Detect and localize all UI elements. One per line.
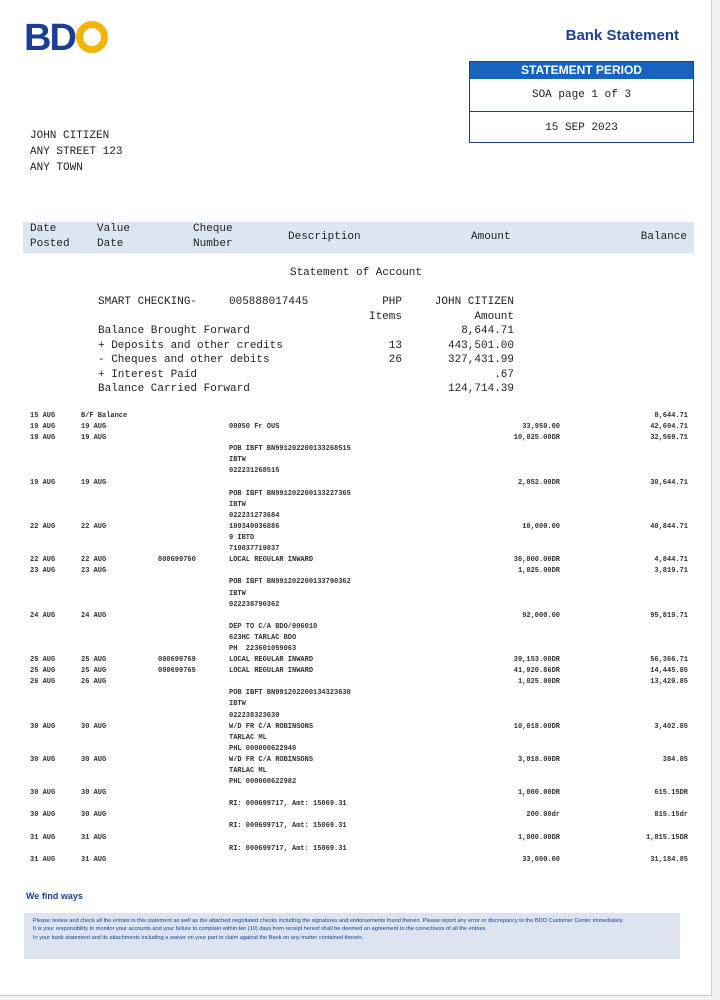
transaction-row (0, 755, 712, 788)
transaction-detail-line (0, 533, 712, 544)
transaction-main-line (0, 677, 712, 688)
posted-date: 15 AUG (30, 412, 56, 420)
running-balance: 95,819.71 (650, 611, 688, 620)
col-date-posted (30, 222, 70, 252)
transaction-row (0, 433, 712, 477)
transaction-amount: 10,018.00DR (513, 722, 560, 731)
transactions-list (0, 411, 712, 866)
transaction-detail-line (0, 821, 712, 832)
transaction-main-line (0, 422, 712, 433)
posted-date: 30 AUG (30, 789, 56, 798)
running-balance: 30,644.71 (650, 478, 688, 487)
transaction-detail-line (0, 644, 712, 655)
product-name: SMART CHECKING- (98, 296, 198, 308)
summary-amount: .67 (494, 368, 514, 381)
transaction-description: TARLAC ML (229, 733, 267, 742)
header-text: Date (30, 223, 57, 235)
transaction-amount: 1,000.00DR (517, 789, 560, 798)
transaction-detail-line (0, 777, 712, 788)
transaction-main-line (0, 666, 712, 677)
value-date: 25 AUG (81, 667, 107, 676)
transaction-detail-line (0, 699, 712, 710)
currency: PHP (382, 296, 402, 308)
running-balance: 815.15dr (654, 811, 688, 820)
posted-date: 22 AUG (30, 556, 56, 565)
col-description: Description (288, 231, 361, 243)
running-balance: 40,844.71 (650, 522, 688, 531)
summary-amounts (435, 295, 514, 397)
transaction-amount: 2,052.00DR (517, 478, 560, 487)
value-date: 26 AUG (81, 678, 107, 687)
value-date: 31 AUG (81, 855, 107, 864)
transaction-main-line (0, 655, 712, 666)
value-date: 19 AUG (81, 478, 107, 487)
value-date: 30 AUG (81, 811, 107, 820)
transaction-row (0, 555, 712, 566)
summary-label: + Deposits and other credits (98, 339, 283, 352)
transaction-description: 022238323630 (229, 711, 280, 720)
header-text: Value (97, 223, 131, 235)
summary-amount: 124,714.39 (447, 383, 514, 395)
posted-date: 24 AUG (30, 611, 56, 620)
running-balance: 13,420.85 (650, 678, 688, 687)
transaction-detail-line (0, 844, 712, 855)
transaction-row (0, 422, 712, 433)
transaction-detail-line (0, 622, 712, 633)
document-title: Bank Statement (565, 27, 679, 44)
summary-label: + Interest Paid (98, 368, 198, 381)
summary-labels (98, 295, 283, 397)
running-balance: 42,694.71 (650, 423, 688, 432)
transaction-description: 00050 Fr OUS (229, 423, 280, 432)
transaction-detail-line (0, 799, 712, 810)
transaction-amount: 92,000.00 (522, 611, 560, 620)
transaction-description: DEP TO C/A BDO/006010 (229, 622, 318, 631)
posted-date: 30 AUG (30, 755, 56, 764)
transaction-amount: 36,000.00DR (513, 556, 560, 565)
running-balance: 3,402.85 (654, 722, 688, 731)
value-date: 19 AUG (81, 423, 107, 432)
summary-items (369, 295, 402, 368)
value-date: 19 AUG (81, 434, 107, 443)
transactions-header (23, 222, 694, 253)
transaction-main-line (0, 810, 712, 821)
customer-address (30, 128, 122, 176)
posted-date: 19 AUG (30, 434, 56, 443)
transaction-description: LOCAL REGULAR INWARD (229, 556, 314, 565)
transaction-main-line (0, 478, 712, 489)
transaction-description: TARLAC ML (229, 767, 267, 775)
value-date: 30 AUG (81, 789, 107, 798)
transaction-description: PH 223601059063 (229, 644, 297, 653)
transaction-description: 719837719837 (229, 545, 280, 554)
transaction-row (0, 611, 712, 655)
transaction-row (0, 478, 712, 522)
amount-label: Amount (474, 310, 514, 323)
posted-date: 31 AUG (30, 833, 56, 842)
value-date: 22 AUG (81, 556, 107, 565)
transaction-row (0, 411, 712, 422)
transaction-description: PHL 000000622940 (229, 744, 297, 753)
bdo-logo: BD (24, 18, 108, 58)
posted-date: 25 AUG (30, 656, 56, 665)
transaction-amount: 39,153.00DR (513, 656, 560, 665)
transaction-amount: 200.00dr (526, 811, 560, 820)
col-cheque-number (193, 222, 233, 252)
running-balance: 615.15DR (654, 789, 688, 798)
cheque-number: 000699760 (158, 556, 196, 565)
items-label: Items (368, 310, 402, 323)
address-line: ANY TOWN (30, 162, 83, 174)
transaction-detail-line (0, 744, 712, 755)
header-text: Number (193, 238, 233, 250)
running-balance: 8,644.71 (654, 412, 688, 420)
account-holder: JOHN CITIZEN (434, 296, 514, 308)
transaction-main-line (0, 411, 712, 422)
transaction-detail-line (0, 711, 712, 722)
transaction-row (0, 677, 712, 721)
running-balance: 384.85 (662, 755, 688, 764)
transaction-detail-line (0, 511, 712, 522)
transaction-detail-line (0, 444, 712, 455)
header-text: Posted (30, 238, 70, 250)
transaction-main-line (0, 433, 712, 444)
summary-label: Balance Brought Forward (98, 325, 250, 337)
transaction-description: IBTW (229, 500, 246, 509)
transaction-description: 109340036886 (229, 522, 280, 531)
transaction-main-line (0, 855, 712, 866)
running-balance: 56,366.71 (650, 656, 688, 665)
cheque-number: 000699765 (158, 667, 196, 676)
transaction-description: IBTW (229, 589, 246, 598)
transaction-description: 022231268515 (229, 467, 280, 476)
transaction-row (0, 810, 712, 832)
transaction-detail-line (0, 466, 712, 477)
transaction-description: PHL 000000622982 (229, 778, 297, 787)
transaction-row (0, 788, 712, 810)
transaction-description: POB IBFT BN991202200133268515 (229, 445, 351, 454)
transaction-main-line (0, 755, 712, 766)
posted-date: 25 AUG (30, 667, 56, 676)
summary-amount: 443,501.00 (447, 339, 514, 352)
transaction-detail-line (0, 688, 712, 699)
posted-date: 30 AUG (30, 811, 56, 820)
statement-period-box (469, 61, 694, 143)
col-balance: Balance (640, 231, 687, 243)
transaction-description: POB IBFT BN991202200134323630 (229, 689, 351, 698)
value-date: 23 AUG (81, 567, 107, 576)
summary-label: - Cheques and other debits (98, 354, 270, 366)
summary-items-value (369, 324, 402, 339)
disclaimer-text: It is your responsibility to monitor your accounts and your failure to complain within ten (10) days from receipt hereof shall be deemed an agreement to the correctness of all the entries (33, 926, 486, 933)
col-amount: Amount (471, 231, 511, 243)
transaction-amount: 10,000.00 (522, 522, 560, 531)
transaction-main-line (0, 555, 712, 566)
running-balance: 32,569.71 (650, 434, 688, 443)
transaction-row (0, 655, 712, 666)
transaction-detail-line (0, 500, 712, 511)
page-indicator: SOA page 1 of 3 (531, 89, 632, 101)
transaction-description: 022238790362 (229, 600, 280, 609)
transaction-main-line (0, 788, 712, 799)
address-line: JOHN CITIZEN (30, 130, 110, 142)
transaction-description: LOCAL REGULAR INWARD (229, 656, 314, 665)
transaction-description: IBTW (229, 700, 246, 709)
transaction-detail-line (0, 489, 712, 500)
disclaimer-box (24, 913, 680, 959)
transaction-row (0, 855, 712, 866)
transaction-detail-line (0, 766, 712, 777)
transaction-description: 623HC TARLAC BDO (229, 633, 297, 642)
account-number: 005888017445 (229, 296, 309, 308)
transaction-amount: 10,025.00DR (513, 434, 560, 443)
transaction-row (0, 833, 712, 855)
value-date: 25 AUG (81, 656, 107, 665)
transaction-row (0, 522, 712, 555)
running-balance: 14,445.85 (650, 667, 688, 676)
running-balance: 31,184.85 (650, 855, 688, 864)
transaction-description: POB IBFT BN991202200133790362 (229, 578, 351, 587)
transaction-main-line (0, 722, 712, 733)
summary-items-value: 26 (388, 354, 402, 366)
posted-date: 19 AUG (30, 478, 56, 487)
transaction-amount: 41,920.86DR (513, 667, 560, 676)
posted-date: 31 AUG (30, 855, 56, 864)
transaction-description: W/D FR C/A ROBINSONS (229, 722, 314, 731)
summary-title: Statement of Account (289, 267, 423, 279)
statement-period-label: STATEMENT PERIOD (470, 62, 693, 79)
transaction-main-line (0, 522, 712, 533)
col-value-date (97, 222, 130, 252)
header-text: Date (97, 238, 124, 250)
running-balance: 4,844.71 (654, 556, 688, 565)
header-text: Cheque (193, 223, 233, 235)
transaction-detail-line (0, 544, 712, 555)
value-date: 30 AUG (81, 722, 107, 731)
transaction-detail-line (0, 733, 712, 744)
transaction-main-line (0, 833, 712, 844)
statement-date: 15 SEP 2023 (470, 111, 693, 143)
transaction-description: LOCAL REGULAR INWARD (229, 667, 314, 676)
transaction-description: POB IBFT BN991202200133227365 (229, 489, 351, 498)
summary-items-value: 13 (388, 339, 402, 352)
transaction-description: W/D FR C/A ROBINSONS (229, 755, 314, 764)
posted-date: 30 AUG (30, 722, 56, 731)
posted-date: 26 AUG (30, 678, 56, 687)
cheque-number: 000699769 (158, 656, 196, 665)
summary-amount: 327,431.99 (447, 354, 514, 366)
posted-date: 22 AUG (30, 522, 56, 531)
transaction-detail-line (0, 577, 712, 588)
transaction-description: 022231273684 (229, 511, 280, 520)
value-date: 31 AUG (81, 833, 107, 842)
transaction-description: RI: 000699717, Amt: 15069.31 (229, 844, 347, 853)
transaction-detail-line (0, 600, 712, 611)
posted-date: 19 AUG (30, 423, 56, 432)
value-date: 22 AUG (81, 522, 107, 531)
transaction-amount: 33,000.00 (522, 855, 560, 864)
transaction-row (0, 722, 712, 755)
transaction-detail-line (0, 633, 712, 644)
posted-date: 23 AUG (30, 567, 56, 576)
value-date: 24 AUG (81, 611, 107, 620)
transaction-main-line (0, 566, 712, 577)
address-line: ANY STREET 123 (30, 146, 123, 158)
transaction-amount: 1,025.00DR (517, 678, 560, 687)
transaction-description: RI: 000699717, Amt: 15069.31 (229, 800, 347, 809)
transaction-description: IBTW (229, 456, 246, 465)
transaction-detail-line (0, 455, 712, 466)
transaction-description: 9 IBTD (229, 534, 255, 543)
transaction-amount: 3,018.00DR (517, 755, 560, 764)
summary-label: Balance Carried Forward (98, 383, 250, 395)
tagline: We find ways (26, 891, 83, 901)
running-balance: 3,819.71 (654, 567, 688, 576)
summary-amount: 8,644.71 (461, 325, 514, 337)
transaction-row (0, 666, 712, 677)
disclaimer-text: Please review and check all the entries in this statement as well as the attached negotiated checks including the signatures and endorsements found therein. Please report any error or discrepancy to the BDO Customer Center immediately. (33, 918, 624, 924)
value-date: 30 AUG (81, 755, 107, 764)
transaction-main-line (0, 611, 712, 622)
transaction-amount: 1,025.00DR (517, 567, 560, 576)
disclaimer-text: In your bank statement and its attachments including a waiver on your part to claim against the Bank on any matter contained therein. (33, 934, 364, 941)
value-date: B/F Balance (81, 412, 128, 420)
transaction-description: RI: 000699717, Amt: 15069.31 (229, 822, 347, 831)
transaction-row (0, 566, 712, 610)
running-balance: 1,815.15DR (645, 833, 688, 842)
transaction-detail-line (0, 589, 712, 600)
transaction-amount: 33,950.00 (522, 423, 560, 432)
transaction-amount: 1,000.00DR (517, 833, 560, 842)
